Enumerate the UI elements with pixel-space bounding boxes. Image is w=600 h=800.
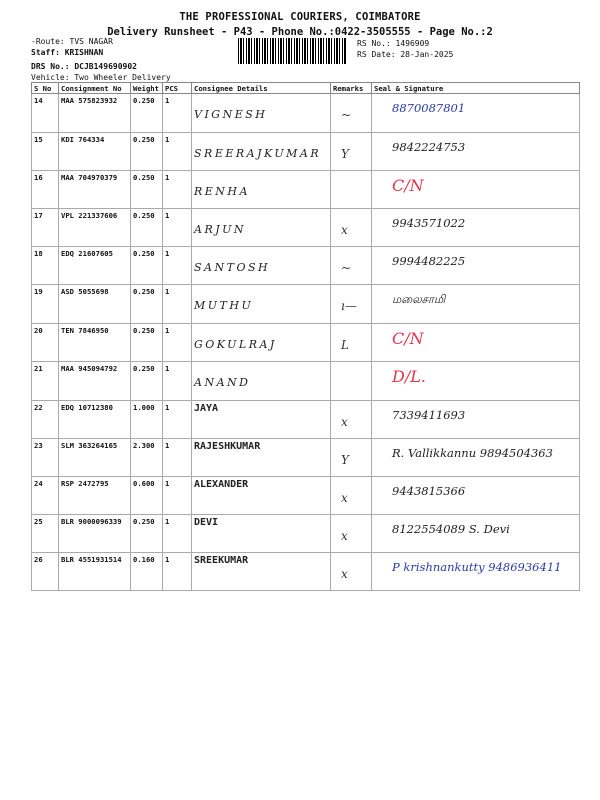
col-sno: S No bbox=[32, 83, 59, 94]
consignee-name: ANAND bbox=[194, 376, 251, 389]
table-row bbox=[32, 133, 580, 171]
cell-remarks bbox=[331, 133, 372, 171]
cell-signature bbox=[372, 515, 580, 553]
cell-remarks bbox=[331, 247, 372, 285]
cell-sno: 16 bbox=[32, 171, 59, 209]
cell-sno: 23 bbox=[32, 439, 59, 477]
runsheet-meta-right bbox=[357, 38, 453, 60]
consignee-name: MUTHU bbox=[194, 299, 254, 312]
cell-consignee bbox=[192, 133, 331, 171]
cell-consignment: KDI 764334 bbox=[59, 133, 131, 171]
runsheet-title: Delivery Runsheet - P43 - Phone No.:0422-3505555 - Page No.:2 bbox=[107, 26, 493, 38]
cell-consignment: TEN 7846950 bbox=[59, 324, 131, 362]
handwritten-signature: P krishnankutty 9486936411 bbox=[392, 560, 562, 574]
handwritten-signature: 9842224753 bbox=[392, 140, 466, 154]
table-row bbox=[32, 247, 580, 285]
cell-signature bbox=[372, 324, 580, 362]
cell-remarks bbox=[331, 209, 372, 247]
cell-signature bbox=[372, 133, 580, 171]
cell-sno: 20 bbox=[32, 324, 59, 362]
table-row bbox=[32, 515, 580, 553]
table-row bbox=[32, 209, 580, 247]
table-header-row bbox=[32, 83, 580, 94]
rs-number: RS No.: 1496909 bbox=[357, 39, 430, 48]
cell-consignee bbox=[192, 94, 331, 133]
cell-weight: 0.250 bbox=[131, 94, 163, 133]
cell-pcs: 1 bbox=[163, 171, 192, 209]
handwritten-signature: 8870087801 bbox=[392, 101, 466, 115]
consignee-name: RENHA bbox=[194, 185, 250, 198]
remark-tick-mark: Y bbox=[341, 453, 349, 467]
cell-pcs: 1 bbox=[163, 401, 192, 439]
remark-tick-mark: x bbox=[341, 415, 348, 429]
cell-consignee bbox=[192, 362, 331, 401]
rs-date: RS Date: 28-Jan-2025 bbox=[357, 50, 454, 59]
consignee-name: SREERAJKUMAR bbox=[194, 147, 322, 160]
consignee-name: RAJESHKUMAR bbox=[194, 441, 261, 452]
cell-weight: 1.000 bbox=[131, 401, 163, 439]
cell-remarks bbox=[331, 171, 372, 209]
cell-sno: 18 bbox=[32, 247, 59, 285]
cell-weight: 2.300 bbox=[131, 439, 163, 477]
cell-consignee bbox=[192, 515, 331, 553]
handwritten-signature: 8122554089 S. Devi bbox=[392, 522, 510, 536]
cell-pcs: 1 bbox=[163, 477, 192, 515]
cell-sno: 19 bbox=[32, 285, 59, 324]
cell-pcs: 1 bbox=[163, 94, 192, 133]
cell-signature bbox=[372, 439, 580, 477]
cell-consignment: BLR 9000096339 bbox=[59, 515, 131, 553]
cell-consignee bbox=[192, 324, 331, 362]
consignee-name: ALEXANDER bbox=[194, 479, 249, 490]
remark-tick-mark: ı— bbox=[341, 299, 357, 313]
remark-tick-mark: x bbox=[341, 491, 348, 505]
cell-signature bbox=[372, 285, 580, 324]
table-row bbox=[32, 285, 580, 324]
runsheet-meta-left bbox=[31, 36, 171, 83]
cell-consignee bbox=[192, 247, 331, 285]
cell-sno: 15 bbox=[32, 133, 59, 171]
table-row bbox=[32, 362, 580, 401]
cell-sno: 14 bbox=[32, 94, 59, 133]
handwritten-signature: மலைசாமி bbox=[392, 292, 446, 306]
cell-remarks bbox=[331, 94, 372, 133]
cell-consignment: EDQ 21607605 bbox=[59, 247, 131, 285]
route-label: -Route: TVS NAGAR bbox=[31, 37, 113, 46]
cell-consignment: MAA 945094792 bbox=[59, 362, 131, 401]
cell-sno: 22 bbox=[32, 401, 59, 439]
cell-consignee bbox=[192, 553, 331, 591]
cell-signature bbox=[372, 171, 580, 209]
company-title: THE PROFESSIONAL COURIERS, COIMBATORE bbox=[179, 11, 421, 23]
cell-consignee bbox=[192, 401, 331, 439]
cell-pcs: 1 bbox=[163, 209, 192, 247]
cell-consignment: SLM 363264165 bbox=[59, 439, 131, 477]
cell-sno: 24 bbox=[32, 477, 59, 515]
cell-signature bbox=[372, 209, 580, 247]
cell-pcs: 1 bbox=[163, 553, 192, 591]
cell-signature bbox=[372, 401, 580, 439]
cell-consignment: EDQ 10712380 bbox=[59, 401, 131, 439]
consignee-name: VIGNESH bbox=[194, 108, 268, 121]
cell-pcs: 1 bbox=[163, 324, 192, 362]
delivery-table bbox=[31, 82, 580, 591]
table-row bbox=[32, 324, 580, 362]
cell-consignment: ASD 5055698 bbox=[59, 285, 131, 324]
cell-consignment: MAA 704970379 bbox=[59, 171, 131, 209]
cell-pcs: 1 bbox=[163, 439, 192, 477]
consignee-name: ARJUN bbox=[194, 223, 247, 236]
barcode bbox=[238, 38, 346, 64]
cell-pcs: 1 bbox=[163, 133, 192, 171]
handwritten-signature: 9943571022 bbox=[392, 216, 466, 230]
cell-remarks bbox=[331, 515, 372, 553]
drs-number: DRS No.: DCJB149690902 bbox=[31, 62, 137, 71]
table-row bbox=[32, 171, 580, 209]
consignee-name: SANTOSH bbox=[194, 261, 271, 274]
cell-sno: 17 bbox=[32, 209, 59, 247]
cell-pcs: 1 bbox=[163, 362, 192, 401]
cell-signature bbox=[372, 477, 580, 515]
col-consignee: Consignee Details bbox=[192, 83, 331, 94]
col-consignment: Consignment No bbox=[59, 83, 131, 94]
consignee-name: GOKULRAJ bbox=[194, 338, 277, 351]
cell-remarks bbox=[331, 401, 372, 439]
cell-pcs: 1 bbox=[163, 247, 192, 285]
remark-tick-mark: x bbox=[341, 567, 348, 581]
cell-signature bbox=[372, 553, 580, 591]
consignee-name: JAYA bbox=[194, 403, 219, 414]
cell-remarks bbox=[331, 324, 372, 362]
cell-remarks bbox=[331, 362, 372, 401]
cell-weight: 0.250 bbox=[131, 285, 163, 324]
cell-consignment: VPL 221337606 bbox=[59, 209, 131, 247]
cell-consignee bbox=[192, 171, 331, 209]
cell-pcs: 1 bbox=[163, 515, 192, 553]
cell-pcs: 1 bbox=[163, 285, 192, 324]
remark-tick-mark: Y bbox=[341, 147, 349, 161]
table-row bbox=[32, 94, 580, 133]
cell-remarks bbox=[331, 553, 372, 591]
cell-consignee bbox=[192, 209, 331, 247]
cell-remarks bbox=[331, 285, 372, 324]
cell-sno: 26 bbox=[32, 553, 59, 591]
staff-label: Staff: KRISHNAN bbox=[31, 48, 104, 57]
col-signature: Seal & Signature bbox=[372, 83, 580, 94]
handwritten-signature: D/L. bbox=[392, 367, 426, 386]
cell-signature bbox=[372, 362, 580, 401]
cell-weight: 0.160 bbox=[131, 553, 163, 591]
cell-weight: 0.250 bbox=[131, 515, 163, 553]
consignee-name: DEVI bbox=[194, 517, 219, 528]
handwritten-signature: 9994482225 bbox=[392, 254, 466, 268]
cell-consignment: BLR 4551931514 bbox=[59, 553, 131, 591]
remark-tick-mark: x bbox=[341, 529, 348, 543]
consignee-name: SREEKUMAR bbox=[194, 555, 249, 566]
table-row bbox=[32, 401, 580, 439]
remark-tick-mark: x bbox=[341, 223, 348, 237]
table-row bbox=[32, 477, 580, 515]
cell-consignee bbox=[192, 477, 331, 515]
col-pcs: PCS bbox=[163, 83, 192, 94]
cell-weight: 0.250 bbox=[131, 209, 163, 247]
cell-consignee bbox=[192, 439, 331, 477]
cell-consignment: MAA 575823932 bbox=[59, 94, 131, 133]
table-row bbox=[32, 553, 580, 591]
cell-consignment: RSP 2472795 bbox=[59, 477, 131, 515]
cell-signature bbox=[372, 94, 580, 133]
cell-weight: 0.250 bbox=[131, 247, 163, 285]
cell-sno: 25 bbox=[32, 515, 59, 553]
handwritten-signature: C/N bbox=[392, 329, 424, 348]
cell-sno: 21 bbox=[32, 362, 59, 401]
handwritten-signature: R. Vallikkannu 9894504363 bbox=[392, 446, 553, 460]
cell-remarks bbox=[331, 477, 372, 515]
cell-weight: 0.250 bbox=[131, 362, 163, 401]
cell-remarks bbox=[331, 439, 372, 477]
handwritten-signature: C/N bbox=[392, 176, 424, 195]
cell-weight: 0.250 bbox=[131, 133, 163, 171]
table-row bbox=[32, 439, 580, 477]
cell-weight: 0.250 bbox=[131, 171, 163, 209]
handwritten-signature: 7339411693 bbox=[392, 408, 466, 422]
remark-tick-mark: ~ bbox=[341, 261, 352, 275]
col-remarks: Remarks bbox=[331, 83, 372, 94]
cell-weight: 0.250 bbox=[131, 324, 163, 362]
cell-weight: 0.600 bbox=[131, 477, 163, 515]
cell-consignee bbox=[192, 285, 331, 324]
vehicle-label: Vehicle: Two Wheeler Delivery bbox=[31, 73, 171, 82]
cell-signature bbox=[372, 247, 580, 285]
remark-tick-mark: ~ bbox=[341, 108, 352, 122]
remark-tick-mark: L bbox=[341, 338, 349, 352]
col-weight: Weight bbox=[131, 83, 163, 94]
handwritten-signature: 9443815366 bbox=[392, 484, 466, 498]
